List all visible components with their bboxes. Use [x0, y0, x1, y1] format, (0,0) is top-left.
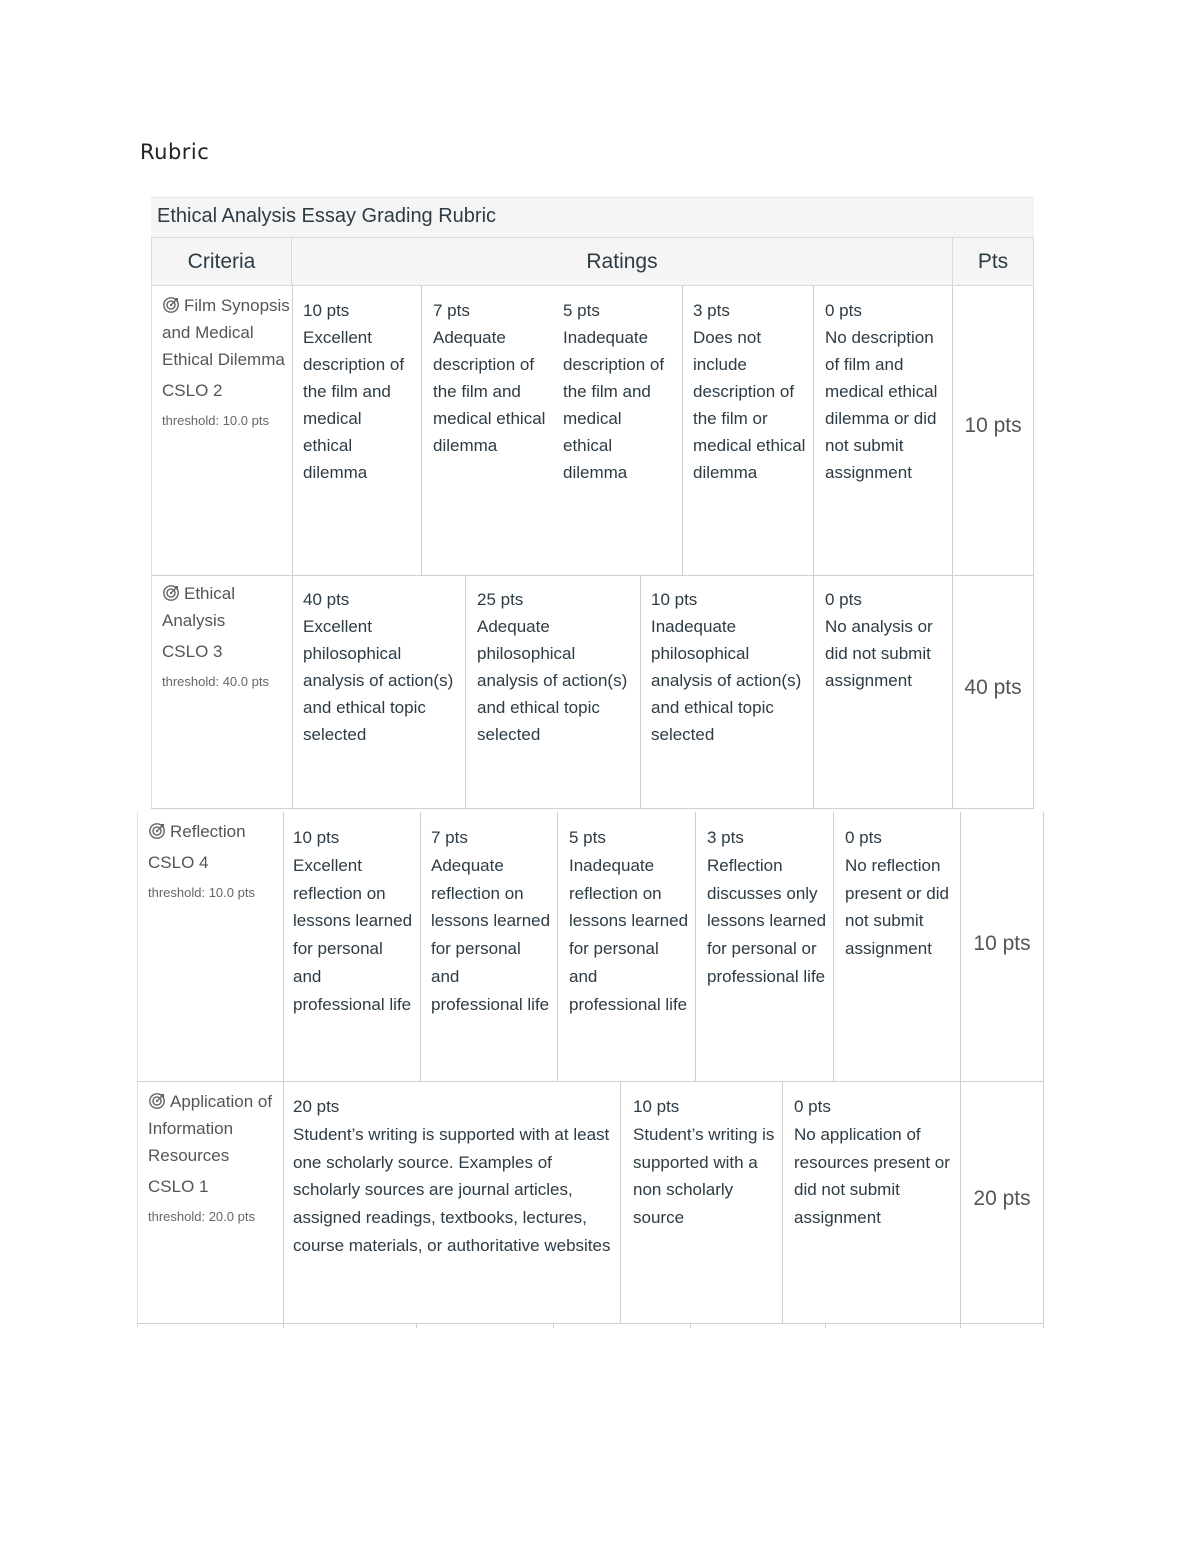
rating-cell — [707, 824, 829, 991]
rubric-title: Ethical Analysis Essay Grading Rubric — [151, 197, 1034, 237]
rating-pts: 10 pts — [651, 590, 698, 609]
criterion-cslo: CSLO 4 — [148, 853, 209, 872]
rating-pts: 0 pts — [794, 1097, 831, 1116]
criterion-points: 40 pts — [964, 676, 1022, 699]
rating-cell — [651, 586, 806, 748]
criterion-cslo: CSLO 1 — [148, 1177, 209, 1196]
criterion-application — [148, 1088, 280, 1230]
outcome-target-icon — [148, 1092, 166, 1110]
rating-pts: 25 pts — [477, 590, 524, 609]
rating-description: Inadequate philosophical analysis of action(s) and ethical topic selected — [651, 617, 802, 744]
rating-cell — [569, 824, 691, 1019]
criteria-header: Criteria — [151, 237, 292, 286]
ratings-header: Ratings — [291, 237, 953, 286]
rating-pts: 40 pts — [303, 590, 350, 609]
rating-description: Excellent reflection on lessons learned for personal and professional life — [293, 855, 413, 1014]
rating-cell — [431, 824, 553, 1019]
criterion-threshold: threshold: 10.0 pts — [148, 885, 255, 900]
criterion-cslo: CSLO 2 — [162, 381, 223, 400]
rating-cell — [303, 586, 458, 748]
rating-cell — [794, 1093, 954, 1232]
rating-cell — [477, 586, 632, 748]
criterion-cslo: CSLO 3 — [162, 642, 223, 661]
criterion-name: Ethical Analysis — [162, 584, 236, 630]
rating-pts: 0 pts — [845, 828, 882, 847]
outcome-target-icon — [162, 584, 180, 602]
rating-pts: 7 pts — [433, 301, 470, 320]
criterion-points: 10 pts — [973, 932, 1031, 955]
rating-pts: 20 pts — [293, 1097, 340, 1116]
rating-description: Excellent philosophical analysis of action(s) and ethical topic selected — [303, 617, 454, 744]
rating-cell — [825, 297, 947, 486]
rating-description: No description of film and medical ethical dilemma or did not submit assignment — [825, 328, 938, 482]
criterion-points: 20 pts — [973, 1187, 1031, 1210]
rating-pts: 3 pts — [707, 828, 744, 847]
rating-cell — [563, 297, 675, 486]
pts-header: Pts — [952, 237, 1034, 286]
criterion-name: Reflection — [170, 822, 246, 841]
rating-pts: 10 pts — [293, 828, 340, 847]
rating-pts: 7 pts — [431, 828, 468, 847]
rating-description: No analysis or did not submit assignment — [825, 617, 933, 690]
criterion-threshold: threshold: 20.0 pts — [148, 1209, 255, 1224]
outcome-target-icon — [148, 822, 166, 840]
criterion-film-synopsis — [162, 292, 290, 434]
rating-cell — [303, 297, 415, 486]
rating-description: Inadequate description of the film and medical ethical dilemma — [563, 328, 665, 482]
rating-description: No application of resources present or did not submit assignment — [794, 1124, 950, 1228]
rating-pts: 3 pts — [693, 301, 730, 320]
rating-pts: 0 pts — [825, 590, 862, 609]
criterion-name: Application of Information Resources — [148, 1092, 273, 1165]
rating-cell — [693, 297, 806, 486]
rating-description: Student’s writing is supported with a non scholarly source — [633, 1124, 775, 1228]
rating-description: Adequate reflection on lessons learned for personal and professional life — [431, 855, 551, 1014]
rating-pts: 5 pts — [563, 301, 600, 320]
rating-description: Does not include description of the film or medical ethical dilemma — [693, 328, 806, 482]
rating-description: Student’s writing is supported with at least one scholarly source. Examples of scholarly sources are journal articles, assigned readings, textbooks, lectures, course materials, or authoritative websites — [293, 1124, 611, 1255]
rating-cell — [433, 297, 553, 459]
rating-pts: 0 pts — [825, 301, 862, 320]
criterion-threshold: threshold: 40.0 pts — [162, 674, 269, 689]
criterion-ethical-analysis — [162, 580, 290, 695]
rating-pts: 5 pts — [569, 828, 606, 847]
rating-description: Adequate philosophical analysis of action(s) and ethical topic selected — [477, 617, 628, 744]
criterion-points: 10 pts — [964, 414, 1022, 437]
rating-cell — [845, 824, 955, 963]
rating-pts: 10 pts — [633, 1097, 680, 1116]
rating-description: Adequate description of the film and medical ethical dilemma — [433, 328, 546, 455]
rating-description: Excellent description of the film and medical ethical dilemma — [303, 328, 405, 482]
rating-cell — [825, 586, 947, 694]
page-heading: Rubric — [140, 140, 210, 164]
criterion-threshold: threshold: 10.0 pts — [162, 413, 269, 428]
rating-description: Inadequate reflection on lessons learned for personal and professional life — [569, 855, 689, 1014]
rating-pts: 10 pts — [303, 301, 350, 320]
criterion-name: Film Synopsis and Medical Ethical Dilemma — [162, 296, 290, 369]
criterion-reflection — [148, 818, 280, 906]
rating-cell — [293, 1093, 611, 1260]
outcome-target-icon — [162, 296, 180, 314]
rating-cell — [633, 1093, 775, 1232]
rating-description: No reflection present or did not submit assignment — [845, 855, 949, 959]
rating-description: Reflection discusses only lessons learned for personal or professional life — [707, 855, 827, 986]
rating-cell — [293, 824, 415, 1019]
